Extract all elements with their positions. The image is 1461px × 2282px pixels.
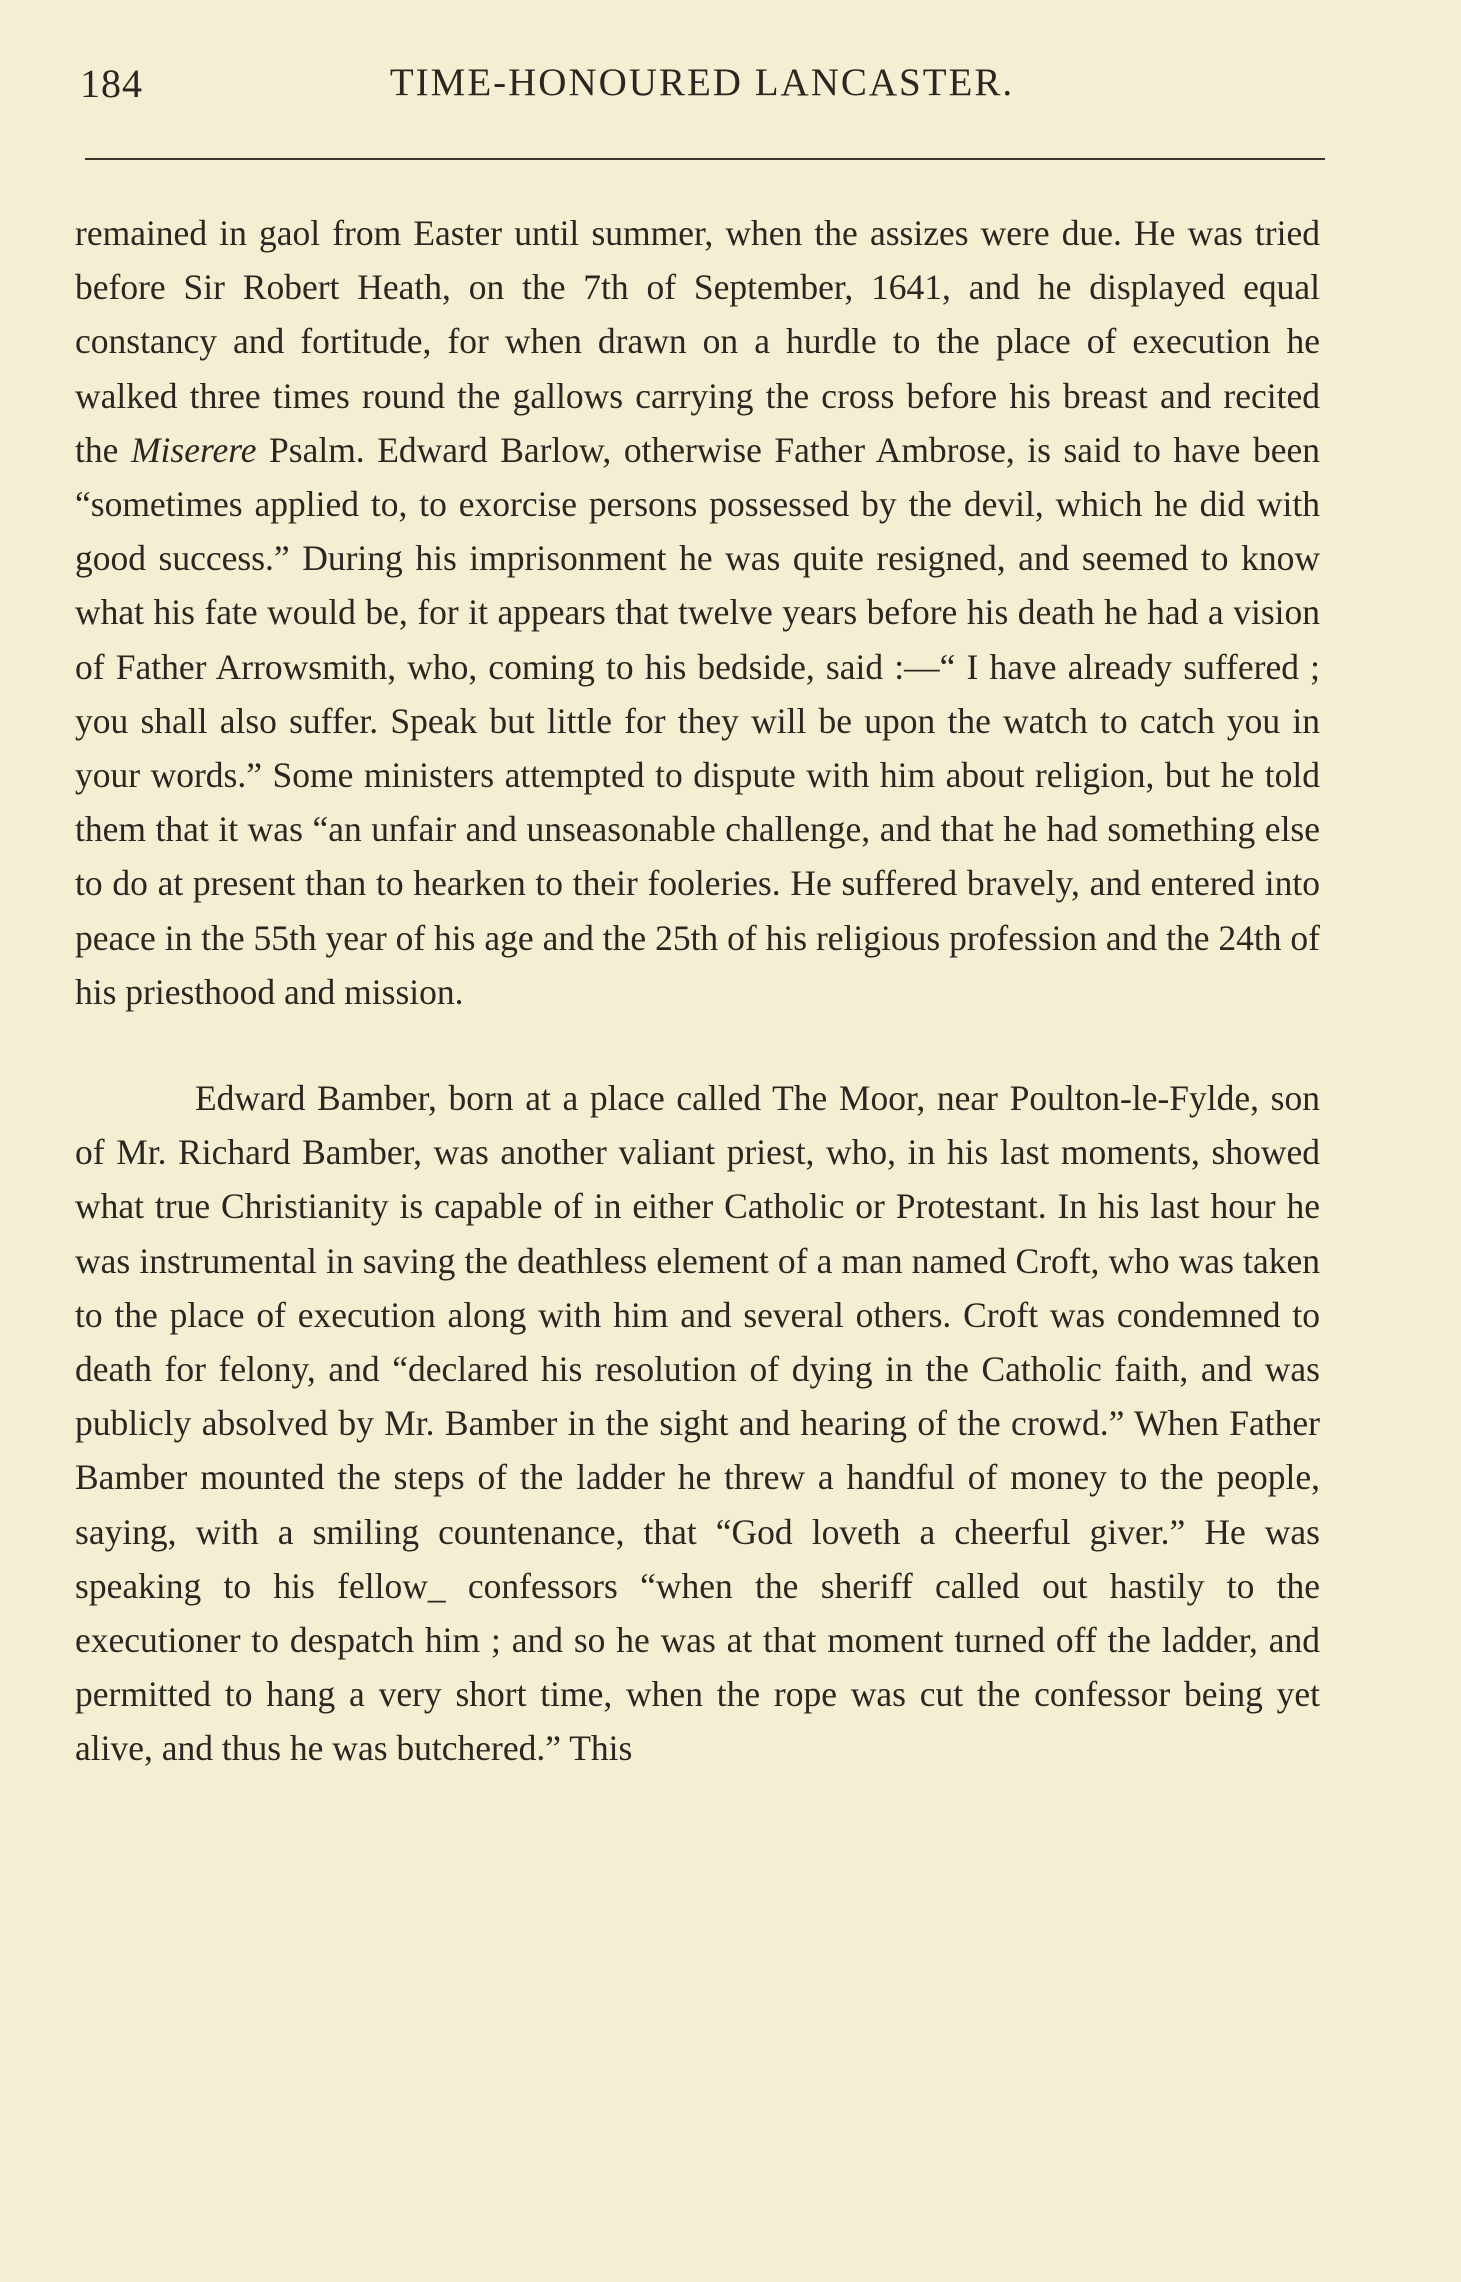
miserere-italic: Miserere [130,429,257,470]
paragraph-1-part-b: Psalm. Edward Barlow, otherwise Father Ambrose, is said to have been “sometimes applied to, to exorcise persons possessed by the devil, which he did with good success.” During his imprisonment he was quite resigned, and seemed to know what his fate would be, for it appears that twelve years before his death he had a vision of Father Arrowsmith, who, coming to his bedside, said :—“ I have already suffered ; you shall also suffer. Speak but little for they will be upon the watch to catch you in your words.” Some ministers attempted to dispute with him about religion, but he told them that it was “an unfair and unseasonable challenge, and that he had something else to do at present than to hearken to their fooleries. He suffered bravely, and entered into peace in the 55th year of his age and the 25th of his religious profession and the 24th of his priesthood and mission. [75,429,1320,1012]
body-text [75,206,1320,1776]
header-rule [85,158,1325,160]
paragraph-2: Edward Bamber, born at a place called The Moor, near Poulton-le-Fylde, son of Mr. Richard Bamber, was another valiant priest, who, in his last moments, showed what true Christianity is capable of in either Catholic or Protestant. In his last hour he was instrumental in saving the deathless element of a man named Croft, who was taken to the place of execution along with him and several others. Croft was condemned to death for felony, and “declared his resolution of dying in the Catholic faith, and was publicly absolved by Mr. Bamber in the sight and hearing of the crowd.” When Father Bamber mounted the steps of the ladder he threw a handful of money to the people, saying, with a smiling countenance, that “God loveth a cheerful giver.” He was speaking to his fellow_ confessors “when the sheriff called out hastily to the executioner to despatch him ; and so he was at that moment turned off the ladder, and permitted to hang a very short time, when the rope was cut the confessor being yet alive, and thus he was butchered.” This [75,1078,1320,1769]
paragraph-1-part-a: remained in gaol from Easter until summer, when the assizes were due. He was tried before Sir Robert Heath, on the 7th of September, 1641, and he displayed equal constancy and fortitude, for when drawn on a hurdle to the place of execution he walked three times round the gallows carrying the cross before his breast and recited the [75,213,1320,470]
page-number: 184 [80,61,143,106]
running-title: TIME-HONOURED LANCASTER. [389,61,1015,104]
page-header [72,60,1332,120]
paragraph-1 [75,206,1320,1019]
